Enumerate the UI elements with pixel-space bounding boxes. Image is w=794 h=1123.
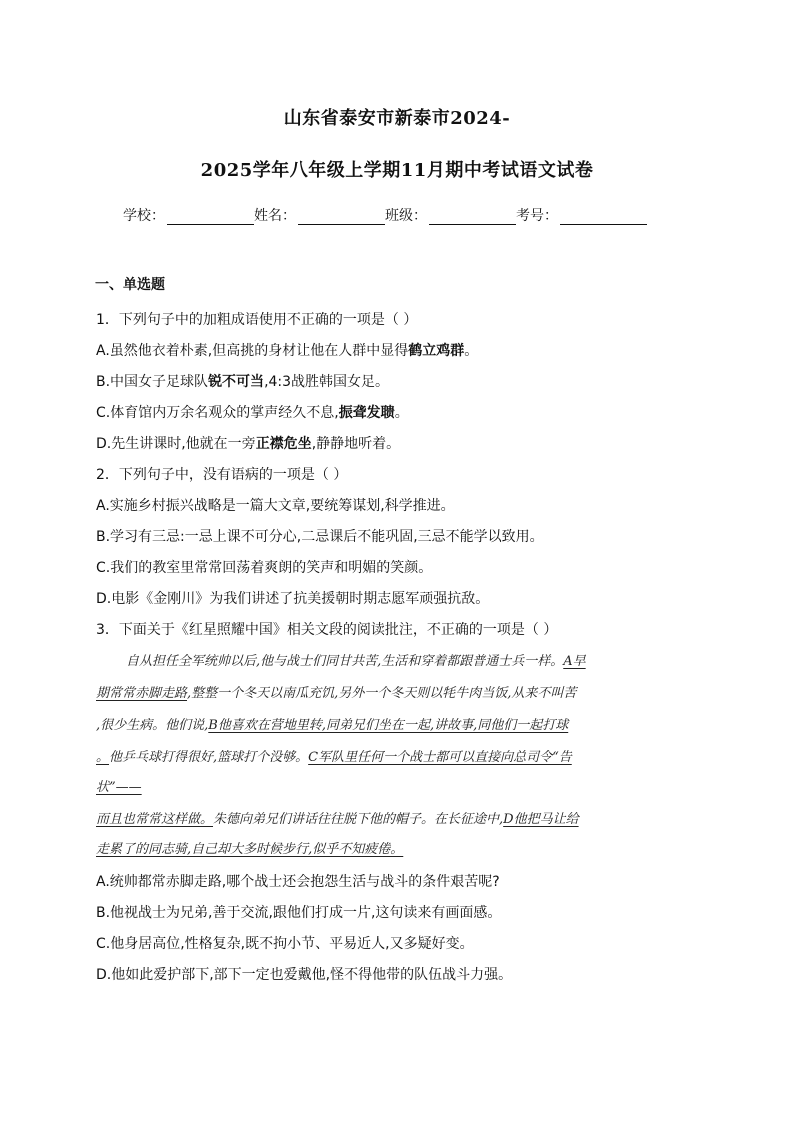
q1-d-end: ,静静地听着。 (311, 436, 401, 452)
q3-stem: 3．下面关于《红星照耀中国》相关文段的阅读批注，不正确的一项是（ ） (96, 622, 558, 638)
q3-passage-line4 (96, 748, 690, 768)
q2-option-d: D.电影《金刚川》为我们讲述了抗美援朝时期志愿军顽强抗敌。 (96, 591, 490, 607)
passage-text: 自从担任全军统帅以后,他与战士们同甘共苦,生活和穿着都跟普通士兵一样。 (126, 654, 564, 669)
q1-c-end: 。 (394, 405, 409, 421)
q3-passage-line6 (96, 810, 690, 830)
q2-option-a: A.实施乡村振兴战略是一篇大文章,要统筹谋划,科学推进。 (96, 498, 455, 514)
q1-stem: 1．下列句子中的加粗成语使用不正确的一项是（ ） (96, 312, 418, 328)
passage-annotation-c: 状”—— (96, 780, 142, 795)
q1-b-text: B.中国女子足球队 (96, 374, 209, 390)
q1-d-text: D.先生讲课时,他就在一旁 (96, 436, 256, 452)
q1-c-idiom: 振聋发聩 (338, 405, 395, 421)
q2-option-c: C.我们的教室里常常回荡着爽朗的笑声和明媚的笑颜。 (96, 560, 433, 576)
q3-option-d: D.他如此爱护部下,部下一定也爱戴他,怪不得他带的队伍战斗力强。 (96, 967, 513, 983)
q1-a-end: 。 (464, 343, 479, 359)
q1-d-idiom: 正襟危坐 (255, 436, 312, 452)
passage-annotation-b: 。 (96, 750, 110, 765)
q3-option-b: B.他视战士为兄弟,善于交流,跟他们打成一片,这句读来有画面感。 (96, 905, 502, 921)
passage-text: 他乒乓球打得很好,篮球打个没够。 (109, 750, 309, 765)
q1-b-idiom: 锐不可当 (208, 374, 265, 390)
exam-title-line1: 山东省泰安市新泰市2024- (283, 108, 511, 129)
q3-passage-line7 (96, 840, 690, 860)
q3-passage-line1 (96, 652, 720, 672)
section-heading: 一、单选题 (95, 277, 165, 293)
q2-stem: 2．下列句子中，没有语病的一项是（ ） (96, 467, 348, 483)
passage-annotation-c: C军队里任何一个战士都可以直接向总司令“告 (308, 750, 572, 765)
passage-text: ,整整一个冬天以南瓜充饥,另外一个冬天则以牦牛肉当饭,从来不叫苦 (187, 686, 577, 701)
q1-b-end: ,4:3战胜韩国女足。 (264, 374, 390, 390)
school-field (123, 205, 254, 225)
passage-annotation-c: 而且也常常这样做。 (96, 812, 214, 827)
number-field (516, 205, 647, 225)
q3-option-c: C.他身居高位,性格复杂,既不拘小节、平易近人,又多疑好变。 (96, 936, 474, 952)
q1-option-b (96, 372, 389, 392)
number-blank[interactable] (560, 208, 647, 225)
passage-text: 朱德向弟兄们讲话往往脱下他的帽子。在长征途中, (213, 812, 504, 827)
name-blank[interactable] (298, 208, 385, 225)
q1-a-idiom: 鹤立鸡群 (408, 343, 465, 359)
class-field (385, 205, 516, 225)
q1-option-d (96, 434, 400, 454)
school-blank[interactable] (167, 208, 254, 225)
passage-annotation-b: B他喜欢在营地里转,同弟兄们坐在一起,讲故事,同他们一起打球 (208, 718, 569, 733)
q3-option-a: A.统帅都常赤脚走路,哪个战士还会抱怨生活与战斗的条件艰苦呢? (96, 874, 500, 890)
student-info-row (123, 205, 647, 225)
class-label: 班级： (385, 208, 427, 224)
passage-annotation-d: D他把马让给 (503, 812, 579, 827)
q3-passage-line2 (96, 684, 690, 704)
q3-passage-line3 (96, 716, 690, 736)
passage-annotation-d: 走累了的同志骑,自己却大多时候步行,似乎不知疲倦。 (96, 842, 404, 857)
q3-passage-line5 (96, 778, 690, 798)
q1-c-text: C.体育馆内万余名观众的掌声经久不息, (96, 405, 339, 421)
passage-annotation-a: 期常常赤脚走路 (96, 686, 188, 701)
number-label: 考号： (516, 208, 558, 224)
name-label: 姓名： (254, 208, 296, 224)
class-blank[interactable] (429, 208, 516, 225)
passage-annotation-a: A早 (563, 654, 586, 669)
q2-option-b: B.学习有三忌:一忌上课不可分心,二忌课后不能巩固,三忌不能学以致用。 (96, 529, 544, 545)
q1-option-c (96, 403, 409, 423)
q1-option-a (96, 341, 478, 361)
name-field (254, 205, 385, 225)
school-label: 学校： (123, 208, 165, 224)
q1-a-text: A.虽然他衣着朴素,但高挑的身材让他在人群中显得 (96, 343, 409, 359)
passage-text: ,很少生病。他们说, (96, 718, 209, 733)
exam-title-line2: 2025学年八年级上学期11月期中考试语文试卷 (200, 160, 594, 181)
